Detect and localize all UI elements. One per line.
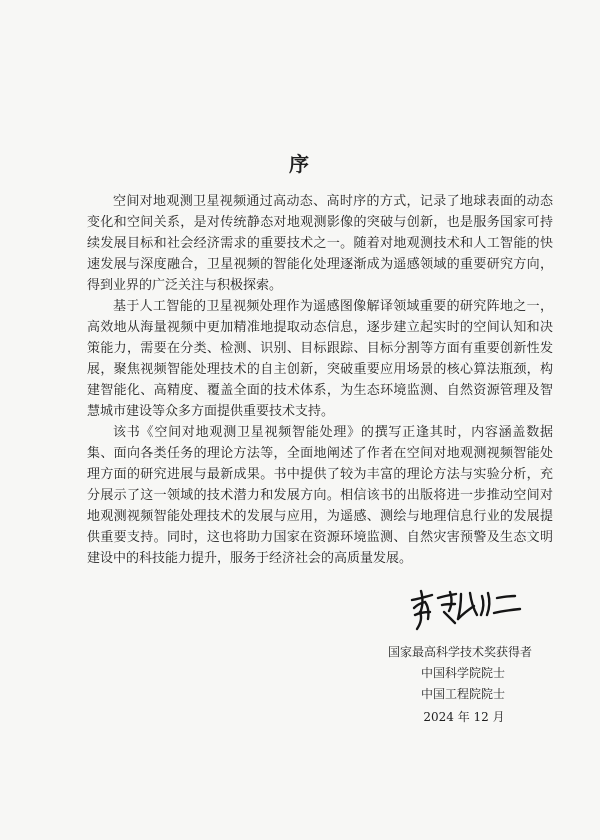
paragraph-1: 空间对地观测卫星视频通过高动态、高时序的方式，记录了地球表面的动态变化和空间关系，是对传统静态对地观测影像的突破与创新，也是服务国家可持续发展目标和社会经济需求的重要技术之一。随着对地观测技术和人工智能的快速发展与深度融合，卫星视频的智能化处理逐渐成为遥感领域的重要研究方向，得到业界的广泛关注与积极探索。 — [87, 194, 553, 293]
signer-date: 2024 年 12 月 — [423, 710, 505, 724]
signer-academy-engineering: 中国工程院院士 — [420, 687, 505, 701]
signer-academy-sciences: 中国科学院院士 — [420, 666, 505, 680]
signer-award: 国家最高科学技术奖获得者 — [387, 645, 532, 659]
preface-title: 序 — [289, 152, 311, 176]
paragraph-3: 该书《空间对地观测卫星视频智能处理》的撰写正逢其时，内容涵盖数据集、面向各类任务的理论方法等，全面地阐述了作者在空间对地观测视频智能处理方面的研究进展与最新成果。书中提供了较为丰富的理论方法与实验分析，充分展示了这一领域的技术潜力和发展方向。相信该书的出版将进一步推动空间对地观测视频智能处理技术的发展与应用，为遥感、测绘与地理信息行业的发展提供重要支持。同时，这也将助力国家在资源环境监测、自然灾害预警及生态文明建设中的科技能力提升，服务于经济社会的高质量发展。 — [87, 425, 553, 566]
preface-body — [87, 191, 553, 569]
paragraph-2: 基于人工智能的卫星视频处理作为遥感图像解译领域重要的研究阵地之一，高效地从海量视频中更加精准地提取动态信息，逐步建立起实时的空间认知和决策能力，需要在分类、检测、识别、目标跟踪、目标分割等方面有重要创新性发展，聚焦视频智能处理技术的自主创新，突破重要应用场景的核心算法瓶颈，构建智能化、高精度、覆盖全面的技术体系，为生态环境监测、自然资源管理及智慧城市建设等众多方面提供重要技术支持。 — [87, 299, 553, 419]
handwritten-signature — [404, 584, 522, 636]
